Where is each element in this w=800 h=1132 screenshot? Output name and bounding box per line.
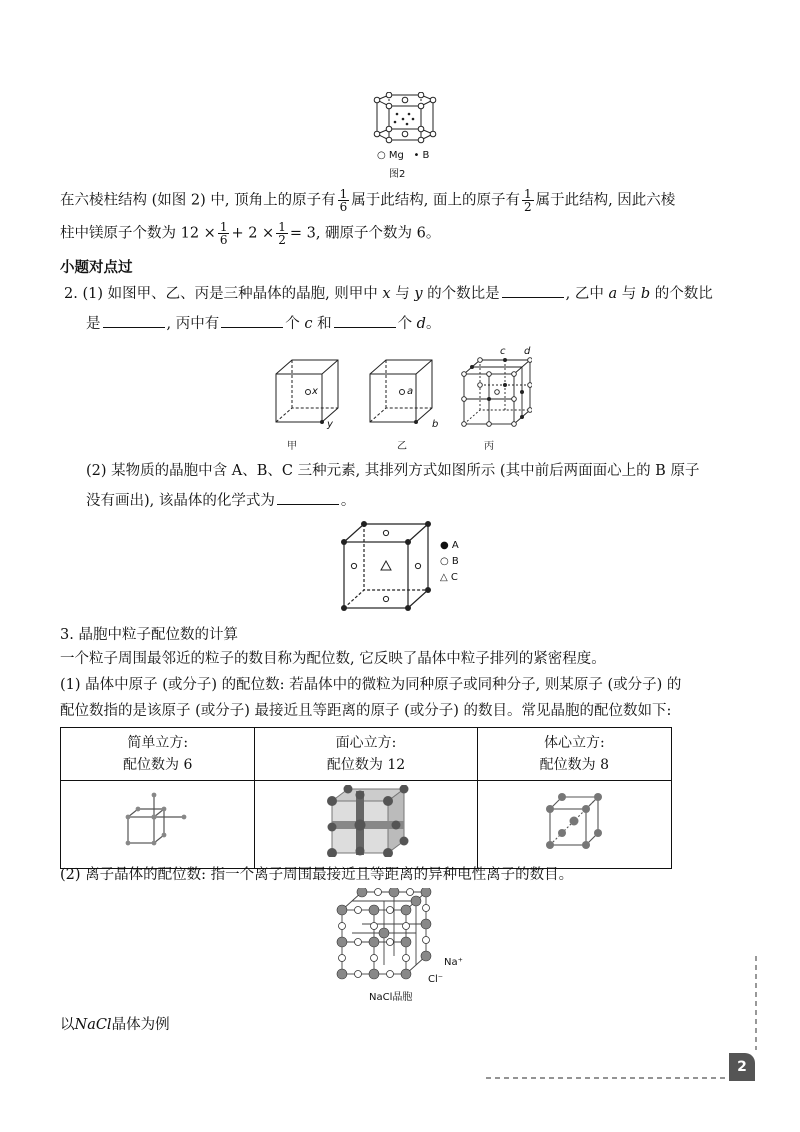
legend-abc: ● A ○ B △ C [440, 540, 459, 583]
q2-part2-line-2: 没有画出), 该晶体的化学式为 。 [86, 490, 355, 512]
table-cell [255, 781, 477, 869]
cube-abc [338, 520, 434, 616]
label-c: c [500, 346, 506, 357]
cube-jia [272, 356, 342, 428]
q2-part2-line-1: (2) 某物质的晶胞中含 A、B、C 三种元素, 其排列方式如图所示 (其中前后两面面心上的 B 原子 [86, 463, 700, 479]
table-row [61, 781, 672, 869]
section-heading: 小题对点过 [60, 259, 133, 276]
paragraph-1-line-1: 在六棱柱结构 (如图 2) 中, 顶角上的原子有 $\frac{1}{6}$ 属于此结构, 面上的原子有 $\frac{1}{2}$ 属于此结构, 因此六棱 [60, 187, 676, 214]
legend-b: • B [413, 150, 430, 161]
figure-2-hexagonal-prism [365, 92, 445, 150]
label-a: a [407, 386, 414, 397]
section-3-p1-line-2: 配位数指的是该原子 (或分子) 最接近且等距离的原子 (或分子) 的数目。常见晶胞的配位数如下: [60, 703, 672, 719]
nacl-unit-cell [332, 888, 436, 980]
table-cell: 面心立方: 配位数为 12 [255, 728, 477, 781]
table-cell [61, 781, 255, 869]
fraction-1-6-b: $\frac{1}{6}$ [219, 220, 228, 247]
cube-yi [366, 356, 438, 428]
q2-line-1: 2. (1) 如图甲、乙、丙是三种晶体的晶胞, 则甲中 x 与 y 的个数比是 , 乙中 a 与 b 的个数比 [64, 283, 713, 305]
label-b: b [432, 419, 439, 430]
table-cell: 简单立方: 配位数为 6 [61, 728, 255, 781]
fraction-1-2-b: $\frac{1}{2}$ [278, 220, 286, 247]
paragraph-1-line-2: 柱中镁原子个数为 12 × $\frac{1}{6}$ + 2 × $\frac{1}{2}$ = 3, 硼原子个数为 6。 [60, 220, 441, 247]
section-3-intro: 一个粒子周围最邻近的粒子的数目称为配位数, 它反映了晶体中粒子排列的紧密程度。 [60, 651, 606, 667]
section-3-p1-line-1: (1) 晶体中原子 (或分子) 的配位数: 若晶体中的微粒为同种原子或同种分子, 则某原子 (或分子) 的 [60, 677, 682, 693]
caption-yi: 乙 [397, 441, 407, 452]
simple-cubic-figure [118, 791, 198, 851]
label-d: d [524, 346, 531, 357]
page-corner-dashes [480, 950, 760, 1084]
table-cell [477, 781, 671, 869]
fraction-1-2: $\frac{1}{2}$ [523, 187, 532, 214]
answer-blank-d[interactable] [334, 313, 396, 328]
q2-line-2: 是 , 丙中有 个 c 和 个 d。 [86, 313, 440, 335]
legend-mg: ○ Mg [377, 150, 404, 161]
nacl-caption: NaCl晶胞 [369, 992, 413, 1003]
page-number: 2 [729, 1053, 755, 1081]
figure-2-caption: 图2 [389, 169, 406, 180]
face-centered-cubic-figure [318, 785, 414, 857]
answer-blank-formula[interactable] [277, 490, 339, 505]
nacl-example: 以NaCl晶体为例 [60, 1017, 170, 1033]
cube-bing [460, 352, 532, 430]
caption-bing: 丙 [484, 441, 494, 452]
body-centered-cubic-figure [542, 789, 606, 853]
coordination-table [60, 727, 672, 869]
section-3-p2: (2) 离子晶体的配位数: 指一个离子周围最接近且等距离的异种电性离子的数目。 [60, 867, 574, 883]
label-x: x [312, 386, 318, 397]
fraction-1-6: $\frac{1}{6}$ [339, 187, 348, 214]
nacl-label-cl: Cl⁻ [428, 974, 444, 985]
nacl-label-na: Na⁺ [444, 957, 463, 968]
answer-blank-ab[interactable] [103, 313, 165, 328]
answer-blank-c[interactable] [221, 313, 283, 328]
figure-2-legend [377, 150, 429, 161]
section-3-title: 3. 晶胞中粒子配位数的计算 [60, 627, 238, 643]
table-row [61, 728, 672, 781]
caption-jia: 甲 [287, 441, 297, 452]
answer-blank-xy[interactable] [502, 283, 564, 298]
label-y: y [327, 419, 333, 430]
table-cell: 体心立方: 配位数为 8 [477, 728, 671, 781]
